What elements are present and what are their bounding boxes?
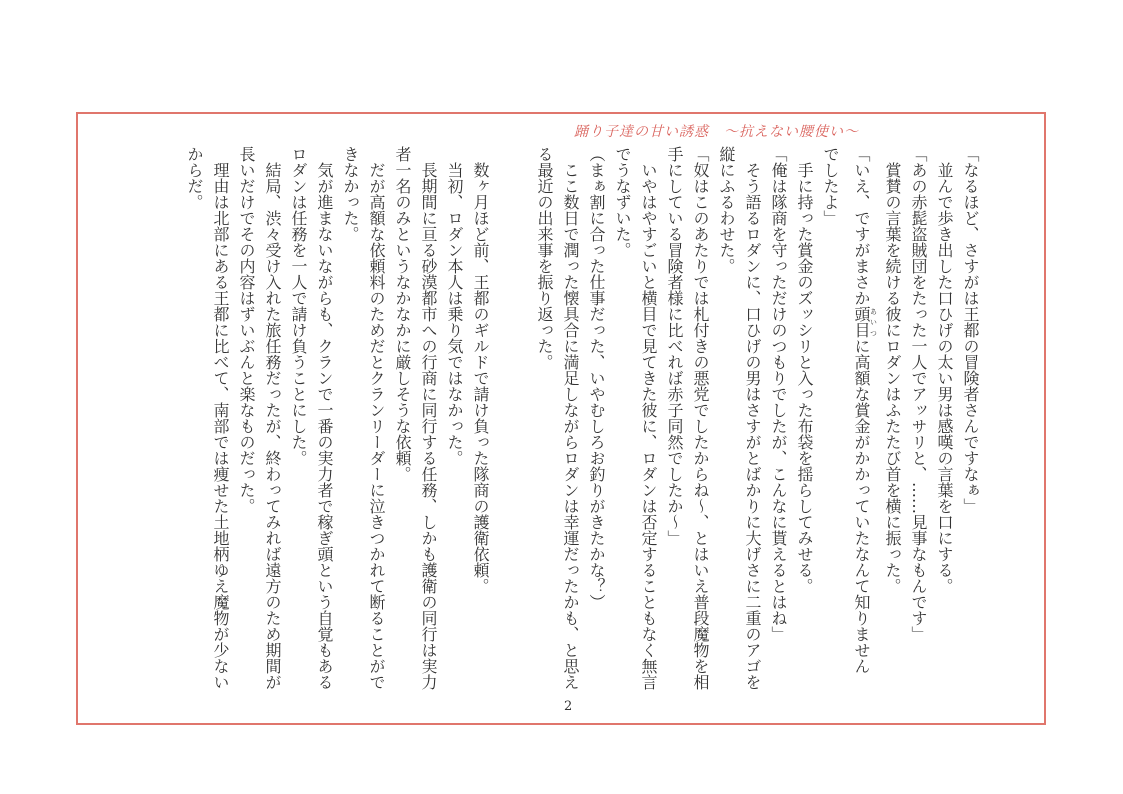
ruby-base: 頭目 xyxy=(852,306,871,338)
text-line: きなかった。 xyxy=(341,146,360,242)
text-segment: に高額な賞金がかかっていたなんて知りません xyxy=(852,338,871,674)
text-line: 賞賛の言葉を続ける彼にロダンはふたたび首を横に振った。 xyxy=(883,146,902,594)
text-line: 当初、ロダン本人は乗り気ではなかった。 xyxy=(445,146,464,466)
text-line: 「俺は隊商を守っただけのつもりでしたが、こんなに貰えるとはね」 xyxy=(769,146,788,642)
ruby-reading: あいつ xyxy=(869,306,878,338)
text-line: （まぁ割に合った仕事だった、いやむしろお釣りがきたかな？） xyxy=(587,146,606,610)
text-line: る最近の出来事を振り返った。 xyxy=(535,146,554,370)
text-line: でしたよ」 xyxy=(821,146,840,226)
ruby-annotation xyxy=(852,306,878,338)
text-line: 「あの赤髭盗賊団をたった一人でアッサリと、……見事なもんです」 xyxy=(909,146,928,642)
text-line: 者一名のみというなかなかに厳しそうな依頼。 xyxy=(393,146,412,482)
text-line: いやはやすごいと横目で見てきた彼に、ロダンは否定することもなく無言 xyxy=(639,146,658,690)
text-line: 長いだけでその内容はずいぶんと楽なものだった。 xyxy=(237,146,256,514)
text-line: そう語るロダンに、口ひげの男はさすがとばかりに大げさに二重のアゴを xyxy=(743,146,762,690)
text-line: 「奴はこのあたりでは札付きの悪党でしたからね～、とはいえ普段魔物を相 xyxy=(691,146,710,690)
text-line: 気が進まないながらも、クランで一番の実力者で稼ぎ頭という自覚もある xyxy=(315,146,334,690)
text-line: だが高額な依頼料のためだとクランリーダーに泣きつかれて断ることがで xyxy=(367,146,386,690)
text-line: 数ヶ月ほど前、王都のギルドで請け負った隊商の護衛依頼。 xyxy=(471,146,490,594)
text-line: 理由は北部にある王都に比べて、南部では痩せた土地柄ゆえ魔物が少ない xyxy=(211,146,230,690)
text-line: 手にしている冒険者様に比べれば赤子同然でしたか～」 xyxy=(665,146,684,546)
text-line: 縦にふるわせた。 xyxy=(717,146,736,274)
text-line-with-ruby xyxy=(843,146,879,696)
page-number: 2 xyxy=(564,699,573,714)
text-line: 結局、渋々受け入れた旅任務だったが、終わってみれば遠方のため期間が xyxy=(263,146,282,690)
text-line: 並んで歩き出した口ひげの太い男は感嘆の言葉を口にする。 xyxy=(935,146,954,594)
text-line: 長期間に亘る砂漠都市への行商に同行する任務、しかも護衛の同行は実力 xyxy=(419,146,438,690)
text-line: 手に持った賞金のズッシリと入った布袋を揺らしてみせる。 xyxy=(795,146,814,594)
text-line: からだ。 xyxy=(185,146,204,210)
text-block-right xyxy=(531,146,983,696)
text-block-left xyxy=(155,146,493,696)
text-line: 「なるほど、さすがは王都の冒険者さんですなぁ」 xyxy=(961,146,980,514)
running-header: 踊り子達の甘い誘惑 ～抗えない腰使い～ xyxy=(574,124,859,140)
text-line: ロダンは任務を一人で請け負うことにした。 xyxy=(289,146,308,466)
text-line: でうなずいた。 xyxy=(613,146,632,258)
text-segment: 「いえ、ですがまさか xyxy=(852,146,871,306)
text-line: ここ数日で潤った懐具合に満足しながらロダンは幸運だったかも、と思え xyxy=(561,146,580,690)
